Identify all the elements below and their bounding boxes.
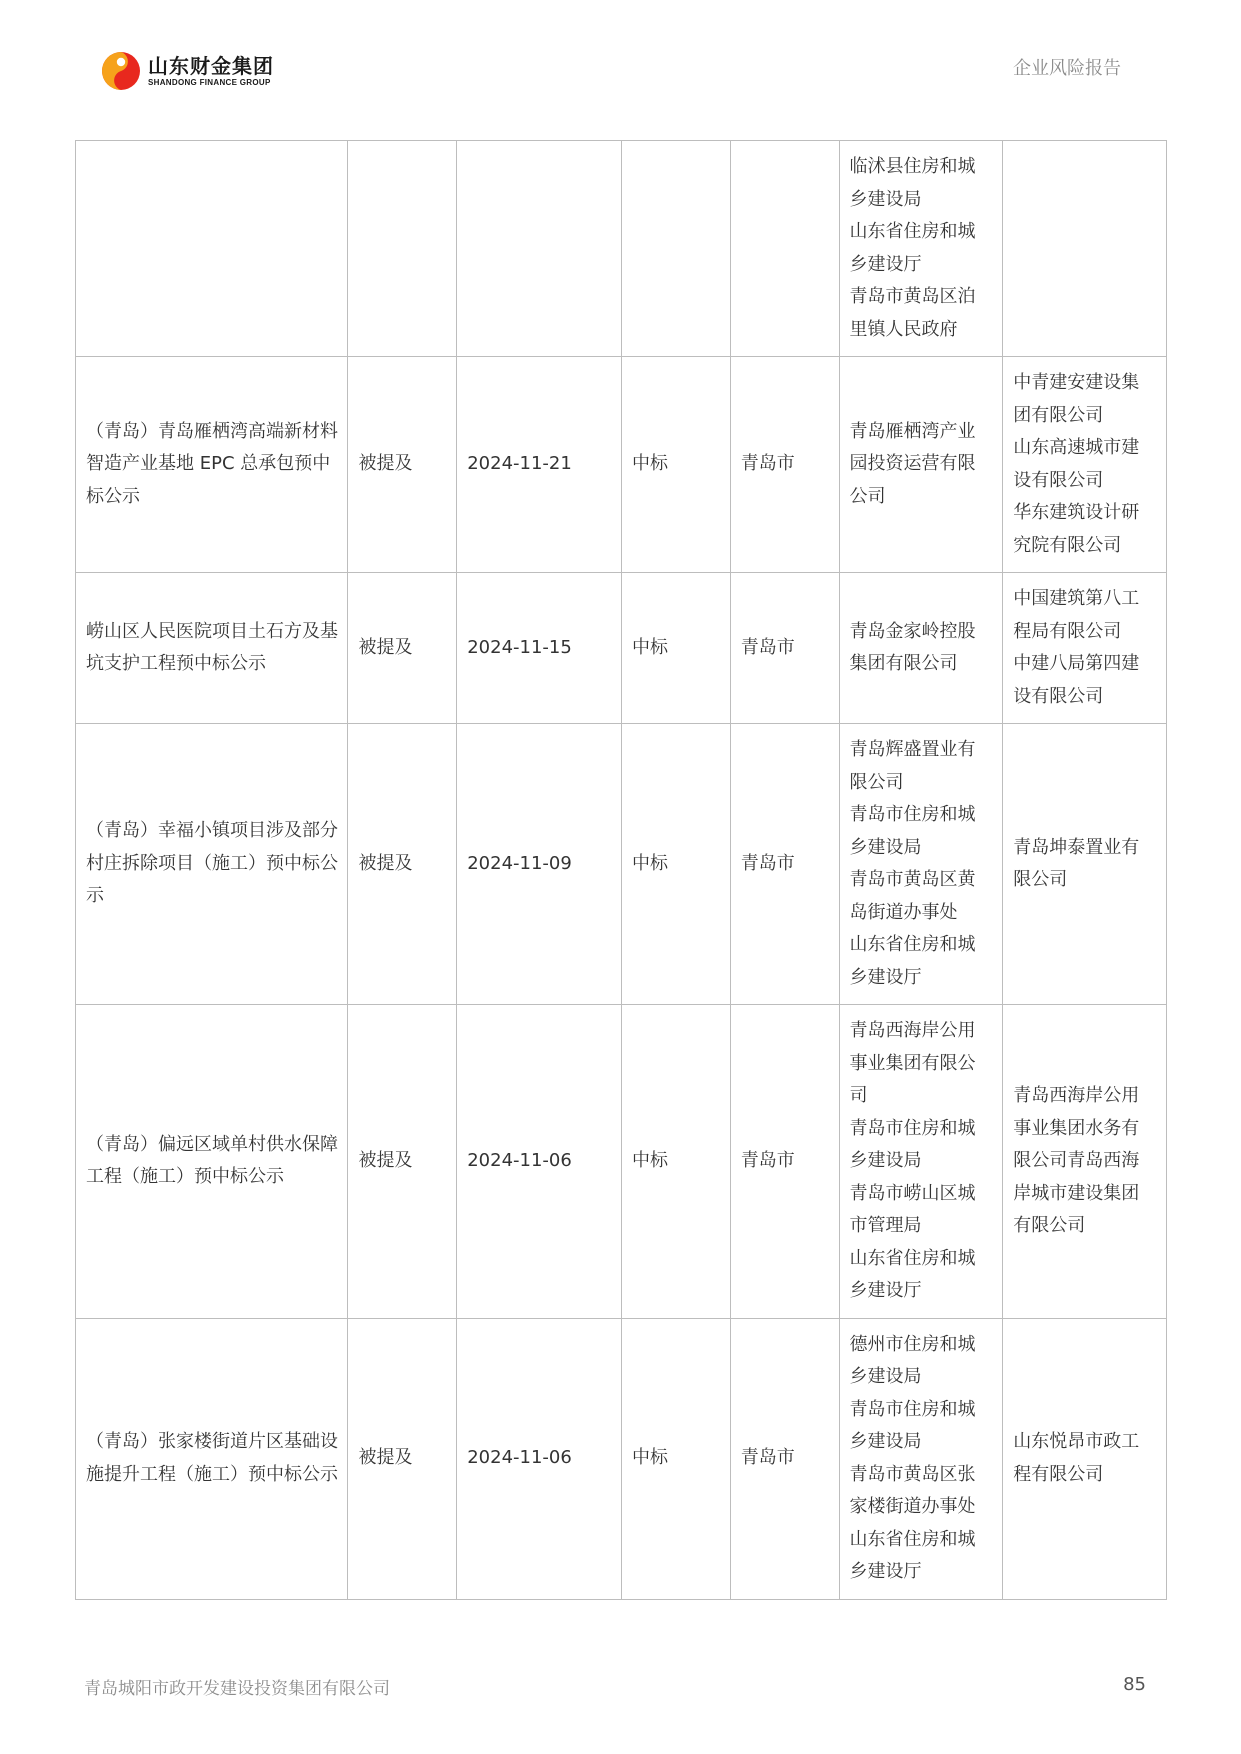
region-cell: 青岛市 — [730, 724, 839, 1005]
buyer-name: 青岛市黄岛区张家楼街道办事处 — [849, 1463, 976, 1517]
winner-name: 山东悦昂市政工程有限公司 — [1013, 1431, 1140, 1485]
table-row — [76, 141, 1167, 357]
buyer-name: 青岛市黄岛区黄岛街道办事处 — [849, 869, 976, 923]
buyer-list-cell — [839, 573, 1003, 724]
table-row — [76, 573, 1167, 724]
date-cell — [457, 141, 622, 357]
project-title-cell: （青岛）幸福小镇项目涉及部分村庄拆除项目（施工）预中标公示 — [76, 724, 348, 1005]
company-logo-mark — [100, 50, 142, 92]
region-cell: 青岛市 — [730, 357, 839, 573]
relation-cell: 被提及 — [348, 357, 457, 573]
buyer-list-cell — [839, 724, 1003, 1005]
logo-chinese-name: 山东财金集团 — [148, 54, 274, 78]
buyer-name: 青岛辉盛置业有限公司 — [849, 739, 976, 793]
table-row — [76, 724, 1167, 1005]
winner-name: 青岛坤泰置业有限公司 — [1013, 836, 1140, 890]
company-logo — [100, 50, 274, 92]
buyer-list-cell — [839, 357, 1003, 573]
buyer-name: 山东省住房和城乡建设厅 — [849, 1247, 976, 1301]
relation-cell: 被提及 — [348, 724, 457, 1005]
winner-list-cell — [1003, 141, 1167, 357]
announcement-type-cell — [622, 141, 731, 357]
table-row — [76, 357, 1167, 573]
winner-list-cell — [1003, 724, 1167, 1005]
region-cell: 青岛市 — [730, 1318, 839, 1599]
winner-list-cell — [1003, 1318, 1167, 1599]
project-title-cell: 崂山区人民医院项目土石方及基坑支护工程预中标公示 — [76, 573, 348, 724]
buyer-name: 青岛西海岸公用事业集团有限公司 — [849, 1020, 976, 1106]
relation-cell — [348, 141, 457, 357]
buyer-name: 临沭县住房和城乡建设局 — [849, 156, 976, 210]
buyer-name: 青岛市住房和城乡建设局 — [849, 1117, 976, 1171]
project-title-cell — [76, 141, 348, 357]
project-title-cell: （青岛）偏远区域单村供水保障工程（施工）预中标公示 — [76, 1005, 348, 1319]
announcement-type-cell: 中标 — [622, 573, 731, 724]
relation-cell: 被提及 — [348, 1005, 457, 1319]
buyer-name: 青岛市住房和城乡建设局 — [849, 1398, 976, 1452]
winner-list-cell — [1003, 573, 1167, 724]
page-number: 85 — [1123, 1674, 1146, 1695]
project-title-cell: （青岛）青岛雁栖湾高端新材料智造产业基地 EPC 总承包预中标公示 — [76, 357, 348, 573]
buyer-name: 青岛市住房和城乡建设局 — [849, 804, 976, 858]
relation-cell: 被提及 — [348, 573, 457, 724]
announcement-type-cell: 中标 — [622, 357, 731, 573]
winner-name: 中青建安建设集团有限公司 — [1013, 372, 1140, 426]
winner-list-cell — [1003, 1005, 1167, 1319]
winner-name: 华东建筑设计研究院有限公司 — [1013, 502, 1140, 556]
buyer-name: 青岛雁栖湾产业园投资运营有限公司 — [849, 420, 976, 507]
buyer-name: 山东省住房和城乡建设厅 — [849, 934, 976, 988]
document-type: 企业风险报告 — [1013, 58, 1121, 79]
date-cell: 2024-11-15 — [457, 573, 622, 724]
date-cell: 2024-11-09 — [457, 724, 622, 1005]
region-cell: 青岛市 — [730, 1005, 839, 1319]
buyer-name: 山东省住房和城乡建设厅 — [849, 1528, 976, 1582]
winner-list-cell — [1003, 357, 1167, 573]
date-cell: 2024-11-06 — [457, 1005, 622, 1319]
winner-name: 山东高速城市建设有限公司 — [1013, 437, 1140, 491]
logo-english-name: SHANDONG FINANCE GROUP — [148, 78, 271, 87]
winner-name: 中建八局第四建设有限公司 — [1013, 653, 1140, 707]
table-row — [76, 1318, 1167, 1599]
relation-cell: 被提及 — [348, 1318, 457, 1599]
buyer-list-cell — [839, 1318, 1003, 1599]
buyer-name: 青岛金家岭控股集团有限公司 — [849, 620, 976, 674]
buyer-list-cell — [839, 141, 1003, 357]
region-cell — [730, 141, 839, 357]
tender-table — [75, 140, 1167, 1600]
region-cell: 青岛市 — [730, 573, 839, 724]
winner-name: 青岛西海岸公用事业集团水务有限公司青岛西海岸城市建设集团有限公司 — [1013, 1085, 1140, 1236]
date-cell: 2024-11-21 — [457, 357, 622, 573]
announcement-type-cell: 中标 — [622, 1318, 731, 1599]
buyer-name: 山东省住房和城乡建设厅 — [849, 221, 976, 275]
winner-name: 中国建筑第八工程局有限公司 — [1013, 588, 1140, 642]
buyer-name: 德州市住房和城乡建设局 — [849, 1333, 976, 1387]
table-row — [76, 1005, 1167, 1319]
date-cell: 2024-11-06 — [457, 1318, 622, 1599]
buyer-name: 青岛市黄岛区泊里镇人民政府 — [849, 286, 976, 340]
footer-company-name: 青岛城阳市政开发建设投资集团有限公司 — [84, 1679, 390, 1699]
buyer-name: 青岛市崂山区城市管理局 — [849, 1182, 976, 1236]
announcement-type-cell: 中标 — [622, 724, 731, 1005]
announcement-type-cell: 中标 — [622, 1005, 731, 1319]
project-title-cell: （青岛）张家楼街道片区基础设施提升工程（施工）预中标公示 — [76, 1318, 348, 1599]
buyer-list-cell — [839, 1005, 1003, 1319]
